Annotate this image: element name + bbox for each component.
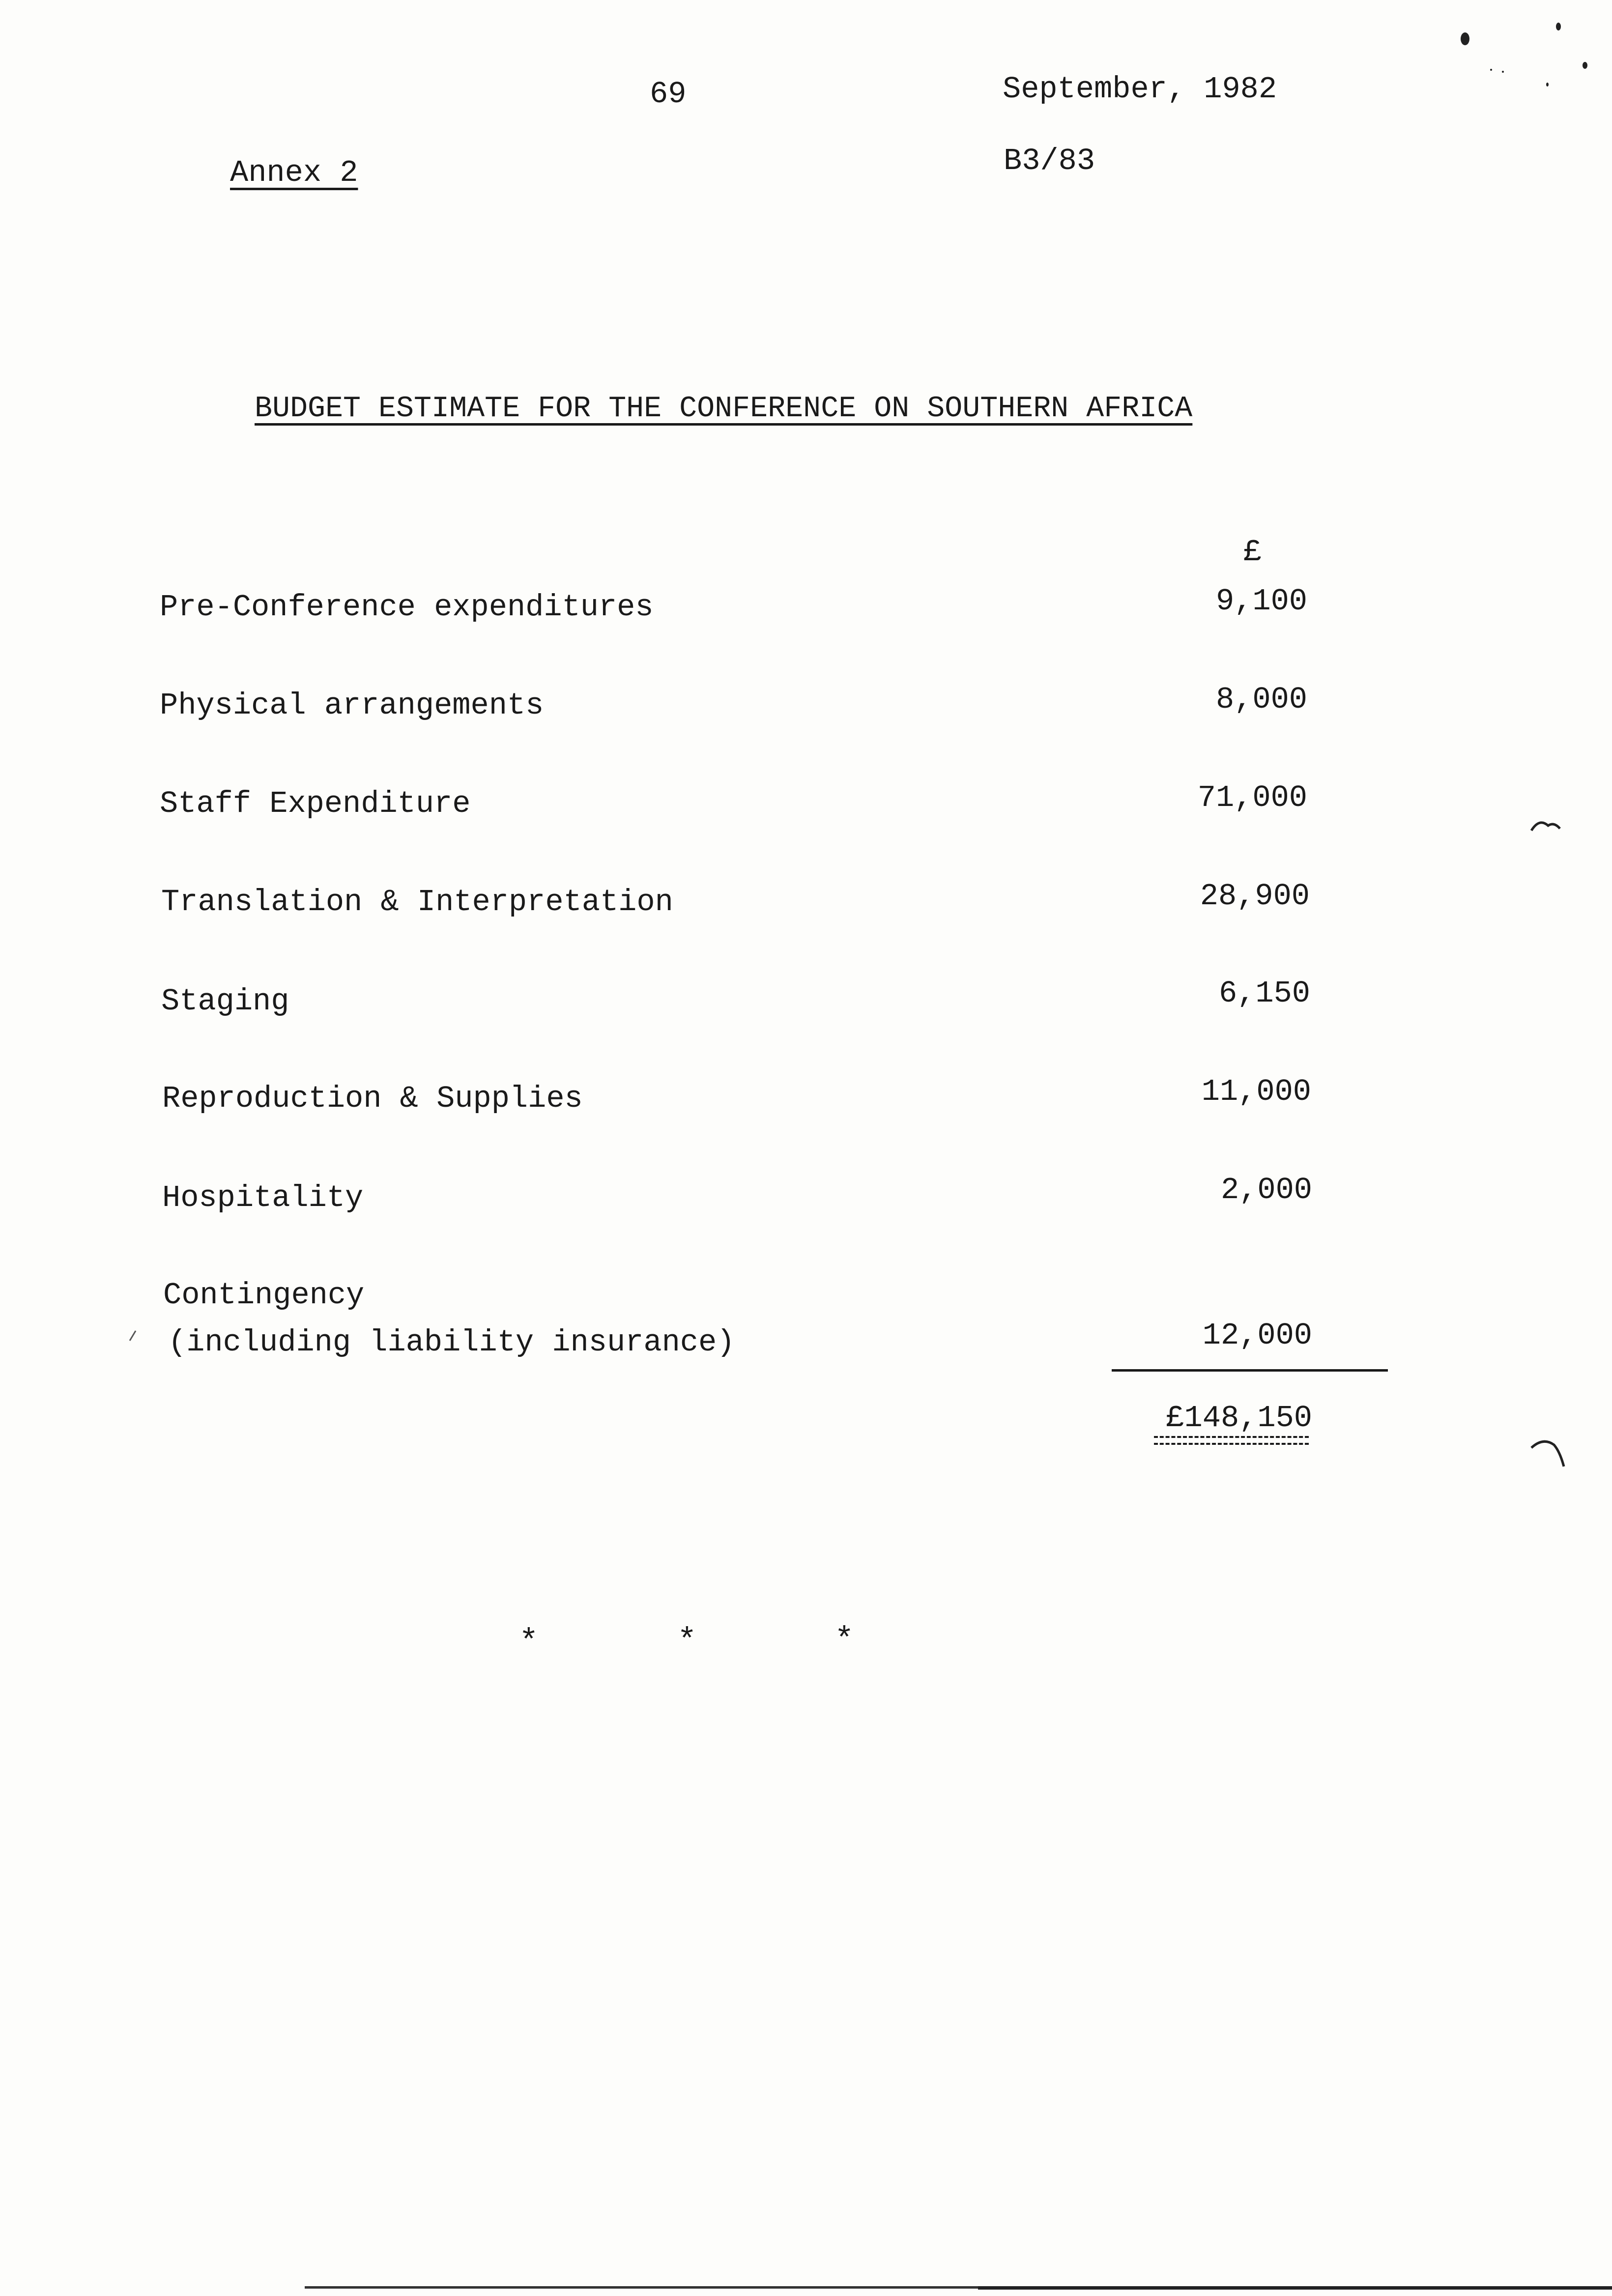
- item-label: Contingency: [163, 1278, 365, 1313]
- item-amount: 8,000: [1215, 682, 1307, 717]
- document-reference: B3/83: [1004, 144, 1095, 178]
- annex-label: Annex 2: [230, 155, 358, 190]
- item-amount: 11,000: [1201, 1074, 1311, 1109]
- total-double-underline-1: [1154, 1436, 1309, 1438]
- page-number: 69: [650, 77, 687, 112]
- total-amount: £148,150: [1166, 1401, 1312, 1435]
- separator-star: *: [677, 1623, 697, 1660]
- item-amount: 12,000: [1202, 1318, 1312, 1353]
- separator-star: *: [835, 1622, 854, 1659]
- item-label: Pre-Conference expenditures: [160, 590, 654, 625]
- scan-mark: [1528, 1428, 1573, 1472]
- currency-symbol: £: [1243, 535, 1262, 570]
- scan-speck: [1583, 62, 1587, 69]
- document-date: September, 1982: [1003, 72, 1277, 107]
- scan-speck: [1461, 32, 1469, 45]
- item-amount: 28,900: [1200, 879, 1310, 914]
- sum-rule: [1112, 1369, 1388, 1372]
- scan-speck: [1556, 23, 1561, 30]
- scan-speck: [1490, 69, 1492, 71]
- scan-mark: [1528, 811, 1573, 840]
- item-label: Physical arrangements: [160, 688, 544, 723]
- scan-speck: [1502, 71, 1504, 73]
- item-label: Hospitality: [162, 1180, 364, 1215]
- item-amount: 2,000: [1220, 1173, 1312, 1207]
- separator-star: *: [519, 1624, 539, 1661]
- item-label: Staging: [161, 984, 289, 1019]
- item-amount: 9,100: [1215, 584, 1307, 619]
- item-amount: 6,150: [1218, 976, 1310, 1011]
- scan-mark: [126, 1329, 141, 1344]
- item-label: Reproduction & Supplies: [162, 1081, 583, 1116]
- scan-bottom-edge: [305, 2286, 983, 2289]
- item-amount: 71,000: [1197, 780, 1307, 815]
- total-double-underline-2: [1154, 1443, 1309, 1445]
- scan-bottom-edge: [978, 2286, 1612, 2290]
- item-label: Staff Expenditure: [160, 786, 471, 821]
- item-label: Translation & Interpretation: [161, 885, 673, 919]
- scan-speck: [1546, 83, 1549, 86]
- item-label-continuation: (including liability insurance): [168, 1325, 735, 1360]
- page-title: BUDGET ESTIMATE FOR THE CONFERENCE ON SOUTHERN AFRICA: [255, 392, 1193, 426]
